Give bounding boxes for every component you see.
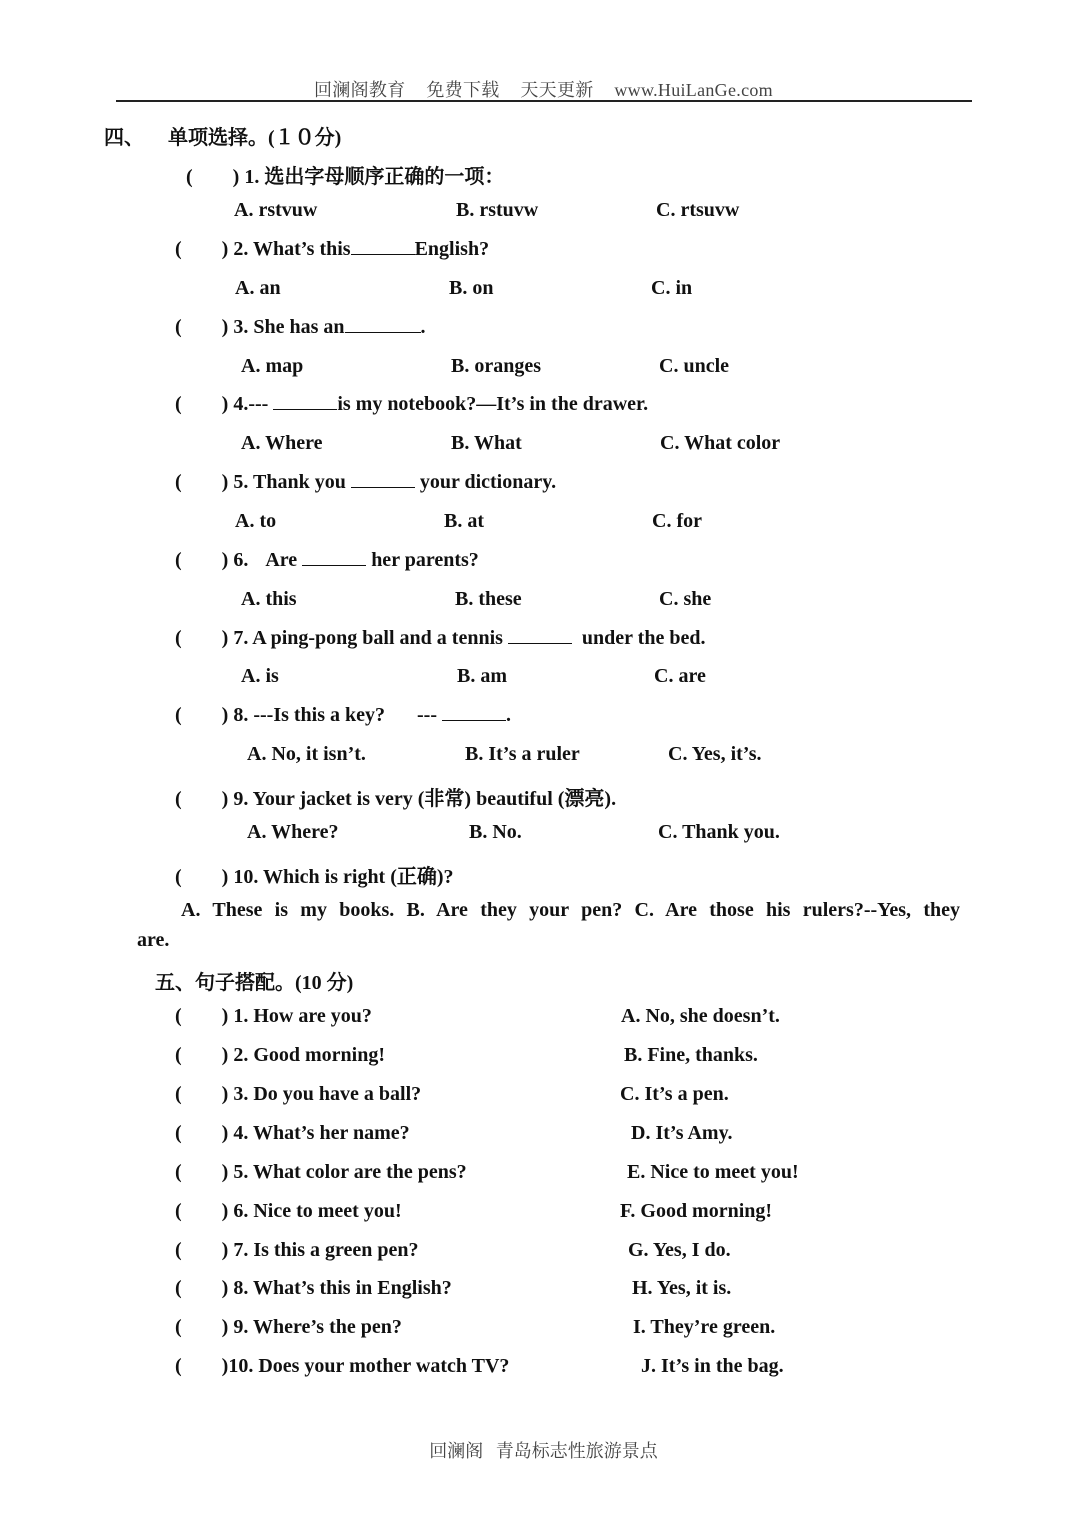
option-b: B. No. (469, 821, 522, 843)
fill-blank[interactable] (508, 627, 572, 644)
fill-blank[interactable] (345, 316, 421, 333)
answer-paren[interactable]: ( (175, 866, 182, 888)
option-b: B. It’s a ruler (465, 743, 580, 765)
question-stem: Are (265, 549, 298, 571)
section5-heading: 五、句子搭配。(10 分) (155, 972, 354, 994)
question-stem: ---Is this a key? (253, 704, 386, 726)
option-b: B. What (451, 432, 522, 454)
header-free: 免费下载 (426, 80, 500, 100)
option-c: C. in (651, 277, 693, 299)
answer-paren[interactable]: ( (175, 316, 182, 338)
question-stem: What’s this (252, 238, 351, 260)
question-row: ( ) 2. What’s this English? (175, 238, 490, 260)
question-row (175, 860, 454, 889)
q10-options-line1: A. These is my books. B. Are they your pen? C. Are those his rulers?--Yes, they (181, 899, 960, 921)
question-row (186, 160, 504, 189)
match-question: ( ) 5. What color are the pens? (175, 1161, 467, 1183)
question-number: ) 1. (232, 166, 260, 188)
question-row (175, 782, 616, 811)
match-answer: H. Yes, it is. (632, 1277, 732, 1299)
match-question: ( ) 2. Good morning! (175, 1044, 386, 1066)
option-c: C. Yes, it’s. (668, 743, 762, 765)
option-a: A. Where (241, 432, 323, 454)
match-question: ( ) 3. Do you have a ball? (175, 1083, 422, 1105)
answer-paren[interactable]: ( (175, 1044, 182, 1066)
answer-paren[interactable]: ( (175, 1355, 182, 1377)
answer-paren[interactable]: ( (175, 1122, 182, 1144)
answer-paren[interactable]: ( (175, 704, 182, 726)
answer-paren[interactable]: ( (175, 1239, 182, 1261)
answer-paren[interactable]: ( (175, 1316, 182, 1338)
question-stem: is my notebook?—It’s in the drawer. (337, 393, 649, 415)
match-answer: F. Good morning! (620, 1200, 773, 1222)
option-a: A. this (241, 588, 297, 610)
page-footer (0, 1437, 1087, 1463)
question-stem: Which is right (正确)? (262, 866, 454, 888)
question-row: ( ) 7. A ping-pong ball and a tennis under the bed. (175, 627, 706, 649)
option-b: B. on (449, 277, 494, 299)
question-row: ( ) 6. Are her parents? (175, 549, 479, 571)
answer-paren[interactable]: ( (175, 788, 182, 810)
option-b: B. at (444, 510, 484, 532)
option-c: C. she (659, 588, 712, 610)
option-b: B. am (457, 665, 507, 687)
question-number: ) 3. (221, 316, 249, 338)
fill-blank[interactable] (273, 393, 337, 410)
option-a: A. rstvuw (234, 199, 318, 221)
option-c: C. are (654, 665, 706, 687)
option-c: C. Thank you. (658, 821, 780, 843)
match-question: ( ) 7. Is this a green pen? (175, 1239, 419, 1261)
fill-blank[interactable] (351, 238, 415, 255)
answer-paren[interactable]: ( (175, 1161, 182, 1183)
answer-paren[interactable]: ( (175, 393, 182, 415)
header-site: 回澜阁教育 (314, 80, 406, 100)
question-number: ) 4.--- (221, 393, 269, 415)
question-number: ) 6. (221, 549, 249, 571)
option-a: A. Where? (247, 821, 339, 843)
match-question: ( ) 4. What’s her name? (175, 1122, 410, 1144)
question-number: ) 9. (221, 788, 249, 810)
header-daily: 天天更新 (520, 80, 594, 100)
match-answer: E. Nice to meet you! (627, 1161, 799, 1183)
match-question: ( ) 9. Where’s the pen? (175, 1316, 402, 1338)
answer-paren[interactable]: ( (175, 238, 182, 260)
answer-paren[interactable]: ( (175, 627, 182, 649)
match-answer: B. Fine, thanks. (624, 1044, 758, 1066)
page-header (0, 76, 1087, 102)
answer-paren[interactable]: ( (175, 1200, 182, 1222)
question-number: ) 8. (221, 704, 249, 726)
section4-heading: 单项选择。(１０分) (168, 127, 342, 149)
question-stem: Your jacket is very (非常) beautiful (漂亮). (252, 788, 617, 810)
answer-paren[interactable]: ( (175, 1005, 182, 1027)
question-row (175, 393, 648, 416)
footer-site: 回澜阁 (429, 1441, 484, 1461)
fill-blank[interactable] (302, 549, 366, 566)
header-divider (116, 100, 972, 102)
answer-paren[interactable]: ( (175, 1277, 182, 1299)
match-question: ( ) 6. Nice to meet you! (175, 1200, 402, 1222)
match-answer: J. It’s in the bag. (641, 1355, 784, 1377)
question-number: ) 7. (221, 627, 249, 649)
question-row: ( ) 5. Thank you your dictionary. (175, 471, 557, 493)
q10-options-line2: are. (137, 929, 170, 951)
match-answer: A. No, she doesn’t. (621, 1005, 780, 1027)
option-c: C. uncle (659, 355, 729, 377)
question-stem: 选出字母顺序正确的一项： (264, 166, 505, 188)
header-url[interactable]: www.HuiLanGe.com (614, 80, 773, 100)
fill-blank[interactable] (351, 471, 415, 488)
option-c: C. rtsuvw (656, 199, 740, 221)
option-a: A. is (241, 665, 279, 687)
answer-paren[interactable]: ( (175, 549, 182, 571)
match-question: ( ) 8. What’s this in English? (175, 1277, 452, 1299)
option-a: A. No, it isn’t. (247, 743, 366, 765)
match-answer: D. It’s Amy. (631, 1122, 733, 1144)
match-answer: C. It’s a pen. (620, 1083, 729, 1105)
question-stem: Thank you (252, 471, 346, 493)
option-b: B. rstuvw (456, 199, 539, 221)
answer-paren[interactable]: ( (186, 166, 193, 188)
option-c: C. What color (660, 432, 781, 454)
question-number: ) 5. (221, 471, 249, 493)
option-a: A. map (241, 355, 304, 377)
answer-paren[interactable]: ( (175, 471, 182, 493)
match-answer: G. Yes, I do. (628, 1239, 731, 1261)
fill-blank[interactable] (442, 704, 506, 721)
question-number: ) 10. (221, 866, 259, 888)
question-stem: A ping-pong ball and a tennis (252, 627, 503, 649)
option-b: B. these (455, 588, 522, 610)
option-a: A. an (235, 277, 281, 299)
answer-paren[interactable]: ( (175, 1083, 182, 1105)
footer-tagline: 青岛标志性旅游景点 (495, 1441, 658, 1461)
question-row: ( ) 8. ---Is this a key? --- . (175, 704, 511, 726)
question-stem: She has an (253, 316, 345, 338)
option-a: A. to (235, 510, 277, 532)
question-number: ) 2. (221, 238, 249, 260)
match-question: ( )10. Does your mother watch TV? (175, 1355, 510, 1377)
question-row: ( ) 3. She has an . (175, 316, 426, 338)
option-c: C. for (652, 510, 702, 532)
match-question: ( ) 1. How are you? (175, 1005, 372, 1027)
option-b: B. oranges (451, 355, 541, 377)
match-answer: I. They’re green. (633, 1316, 776, 1338)
section4-number: 四、 (104, 127, 144, 149)
